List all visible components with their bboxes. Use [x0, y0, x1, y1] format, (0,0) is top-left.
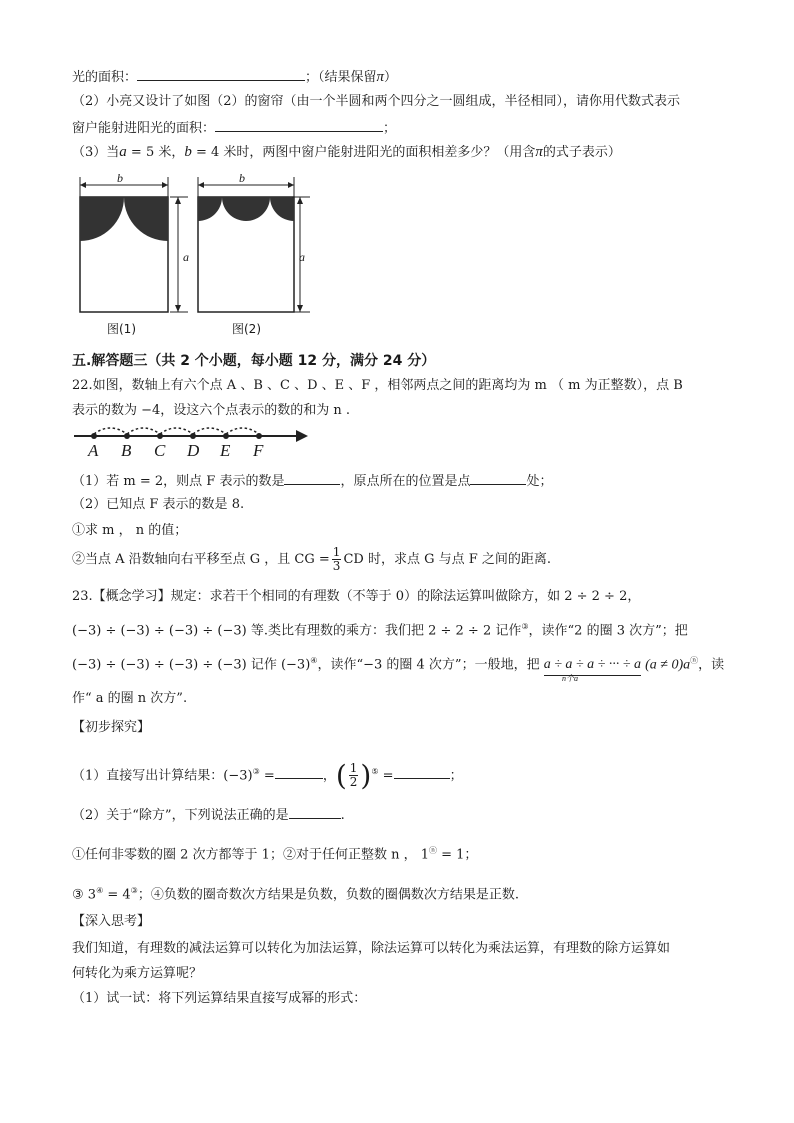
label-b-fig1: b — [117, 171, 123, 185]
explore-item4: ③ 3④ = 4③；④负数的圈奇数次方结果是负数，负数的圈偶数次方结果是正数. — [72, 886, 519, 903]
answer-blank[interactable] — [137, 66, 305, 81]
label-a-fig1: a — [183, 250, 189, 264]
point-label-e: E — [220, 441, 231, 460]
point-label-c: C — [154, 441, 166, 460]
section-5-title: 五.解答题三（共 2 个小题，每小题 12 分，满分 24 分） — [72, 353, 436, 369]
fraction-one-half: $\frac{1}{2}$ — [349, 761, 358, 790]
deep-line1: 我们知道，有理数的减法运算可以转化为加法运算，除法运算可以转化为乘法运算，有理数的除方运算如 — [72, 941, 671, 956]
dimension-arrow-a-fig2 — [290, 190, 320, 324]
q21-line1: 光的面积： ；（结果保留π） — [72, 66, 397, 87]
point-label-a: A — [88, 441, 99, 460]
point-label-b: B — [121, 441, 132, 460]
deep-title: 【深入思考】 — [72, 914, 151, 929]
q22-part1: （1）若 m = 2，则点 F 表示的数是 ，原点所在的位置是点 处； — [72, 470, 552, 491]
explore-item1: （1）直接写出计算结果：(−3)③ = ，( $\frac{1}{2}$ )⑤ = ； — [72, 758, 463, 792]
answer-blank[interactable] — [470, 470, 526, 485]
explore-item3: ①任何非零数的圈 2 次方都等于 1；②对于任何正整数 n ， 1ⓝ = 1； — [72, 846, 478, 863]
answer-blank[interactable] — [275, 764, 323, 779]
q23-line2: (−3) ÷ (−3) ÷ (−3) ÷ (−3) 等.类比有理数的乘方：我们把 2 ÷ 2 ÷ 2 记作③，读作“2 的圈 3 次方”；把 — [72, 622, 688, 639]
answer-blank[interactable] — [394, 764, 450, 779]
figure-1-caption: 图(1) — [107, 322, 136, 336]
answer-blank[interactable] — [215, 117, 383, 132]
underbrace-label: n个a — [562, 674, 578, 683]
q22-part2: （2）已知点 F 表示的数是 8. — [72, 497, 245, 512]
deep-line2: 何转化为乘方运算呢？ — [72, 966, 203, 981]
q22-sub1: ①求 m ， n 的值； — [72, 523, 188, 538]
q23-line1: 23.【概念学习】规定：求若干个相同的有理数（不等于 0）的除法运算叫做除方，如 2 ÷ 2 ÷ 2， — [72, 589, 641, 604]
deep-line3: （1）试一试：将下列运算结果直接写成幂的形式： — [72, 991, 367, 1006]
q22-line1: 22.如图，数轴上有六个点 A 、B 、C 、D 、E 、F ，相邻两点之间的距离均为 m （ m 为正整数），点 B — [72, 378, 683, 393]
explore-title: 【初步探究】 — [72, 720, 151, 735]
answer-blank[interactable] — [289, 804, 341, 819]
underbrace-expression: a ÷ a ÷ a ÷ ··· ÷ a — [544, 656, 641, 676]
label-a-fig2: a — [299, 250, 305, 264]
label-b-fig2: b — [239, 171, 245, 185]
point-label-d: D — [187, 441, 200, 460]
figure-2-caption: 图(2) — [232, 322, 261, 336]
point-label-f: F — [253, 441, 264, 460]
explore-item2: （2）关于“除方”，下列说法正确的是 . — [72, 804, 345, 825]
q21-part3: （3）当a = 5 米，b = 4 米时，两图中窗户能射进阳光的面积相差多少？（用含π的式子表示） — [72, 144, 621, 160]
q22-sub2: ②当点 A 沿数轴向右平移至点 G ，且 CG = $\frac{1}{3}$ CD 时，求点 G 与点 F 之间的距离. — [72, 545, 552, 573]
fraction-one-third: $\frac{1}{3}$ — [332, 545, 341, 573]
q22-line2: 表示的数为 −4，设这六个点表示的数的和为 n . — [72, 403, 351, 418]
answer-blank[interactable] — [284, 470, 340, 485]
q21-part2-line1: （2）小亮又设计了如图（2）的窗帘（由一个半圆和两个四分之一圆组成，半径相同），请你用代数式表示 — [72, 94, 681, 109]
q23-line3: (−3) ÷ (−3) ÷ (−3) ÷ (−3) 记作 (−3)④，读作“−3 的圈 4 次方”；一般地，把 a ÷ a ÷ a ÷ ··· ÷ a (a ≠ 0)aⓝ，读 — [72, 652, 724, 676]
q21-part2-line2: 窗户能射进阳光的面积： ； — [72, 117, 396, 138]
q23-line4: 作“ a 的圈 n 次方”. — [72, 691, 188, 706]
